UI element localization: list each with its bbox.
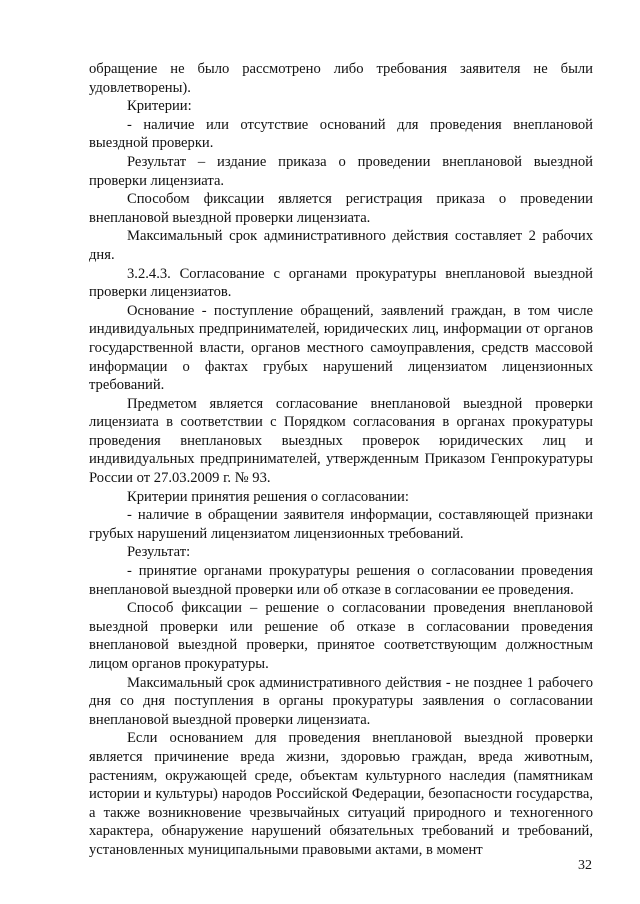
paragraph: Критерии принятия решения о согласовании:: [127, 488, 409, 505]
paragraph: - принятие органами прокуратуры решения о согласовании проведения внеплановой выездной проверки или об отказе в согласовании ее проведения.: [89, 563, 593, 598]
paragraph: Основание - поступление обращений, заявлений граждан, в том числе индивидуальных предпринимателей, юридических лиц, информации от органов государственной власти, органов местного самоуправления, средств массовой информации о фактах грубых нарушений лицензиатом лицензионных требований.: [89, 302, 593, 394]
paragraph: Способом фиксации является регистрация приказа о проведении внеплановой выездной проверки лицензиата.: [89, 191, 593, 226]
paragraph: Максимальный срок административного действия - не позднее 1 рабочего дня со дня поступления в органы прокуратуры заявления о согласовании внеплановой выездной проверки лицензиата.: [89, 674, 593, 728]
paragraph: Результат:: [127, 544, 191, 561]
paragraph: Критерии:: [127, 98, 192, 115]
paragraph: - наличие или отсутствие оснований для проведения внеплановой выездной проверки.: [89, 116, 593, 152]
paragraph: Максимальный срок административного действия составляет 2 рабочих дня.: [89, 228, 593, 263]
document-page: [89, 60, 593, 860]
section-heading: 3.2.4.3. Согласование с органами прокуратуры внеплановой выездной проверки лицензиатов.: [89, 265, 593, 301]
paragraph: Предметом является согласование внеплановой выездной проверки лицензиата в соответствии с Порядком согласования в органах прокуратуры проведения внеплановых выездных проверок юридических лиц и индивидуальных предпринимателей, утвержденным Приказом Генпрокуратуры России от 27.03.2009 г. № 93.: [89, 395, 593, 487]
page-number: 32: [578, 858, 592, 873]
paragraph: обращение не было рассмотрено либо требования заявителя не были удовлетворены).: [89, 61, 593, 96]
paragraph: Результат – издание приказа о проведении внеплановой выездной проверки лицензиата.: [89, 153, 593, 189]
paragraph: Если основанием для проведения внеплановой выездной проверки является причинение вреда жизни, здоровью граждан, вреда животным, растениям, окружающей среде, объектам культурного наследия (памятникам истории и культуры) народов Российской Федерации, безопасности государства, а также возникновение чрезвычайных ситуаций природного и техногенного характера, обнаружение нарушений обязательных требований и требований, установленных муниципальными правовыми актами, в момент: [89, 730, 593, 858]
paragraph: - наличие в обращении заявителя информации, составляющей признаки грубых нарушений лицензиатом лицензионных требований.: [89, 507, 593, 542]
paragraph: Способ фиксации – решение о согласовании проведения внеплановой выездной проверки или решение об отказе в согласовании проведения внеплановой выездной проверки, принятое соответствующим должностным лицом органов прокуратуры.: [89, 600, 593, 672]
